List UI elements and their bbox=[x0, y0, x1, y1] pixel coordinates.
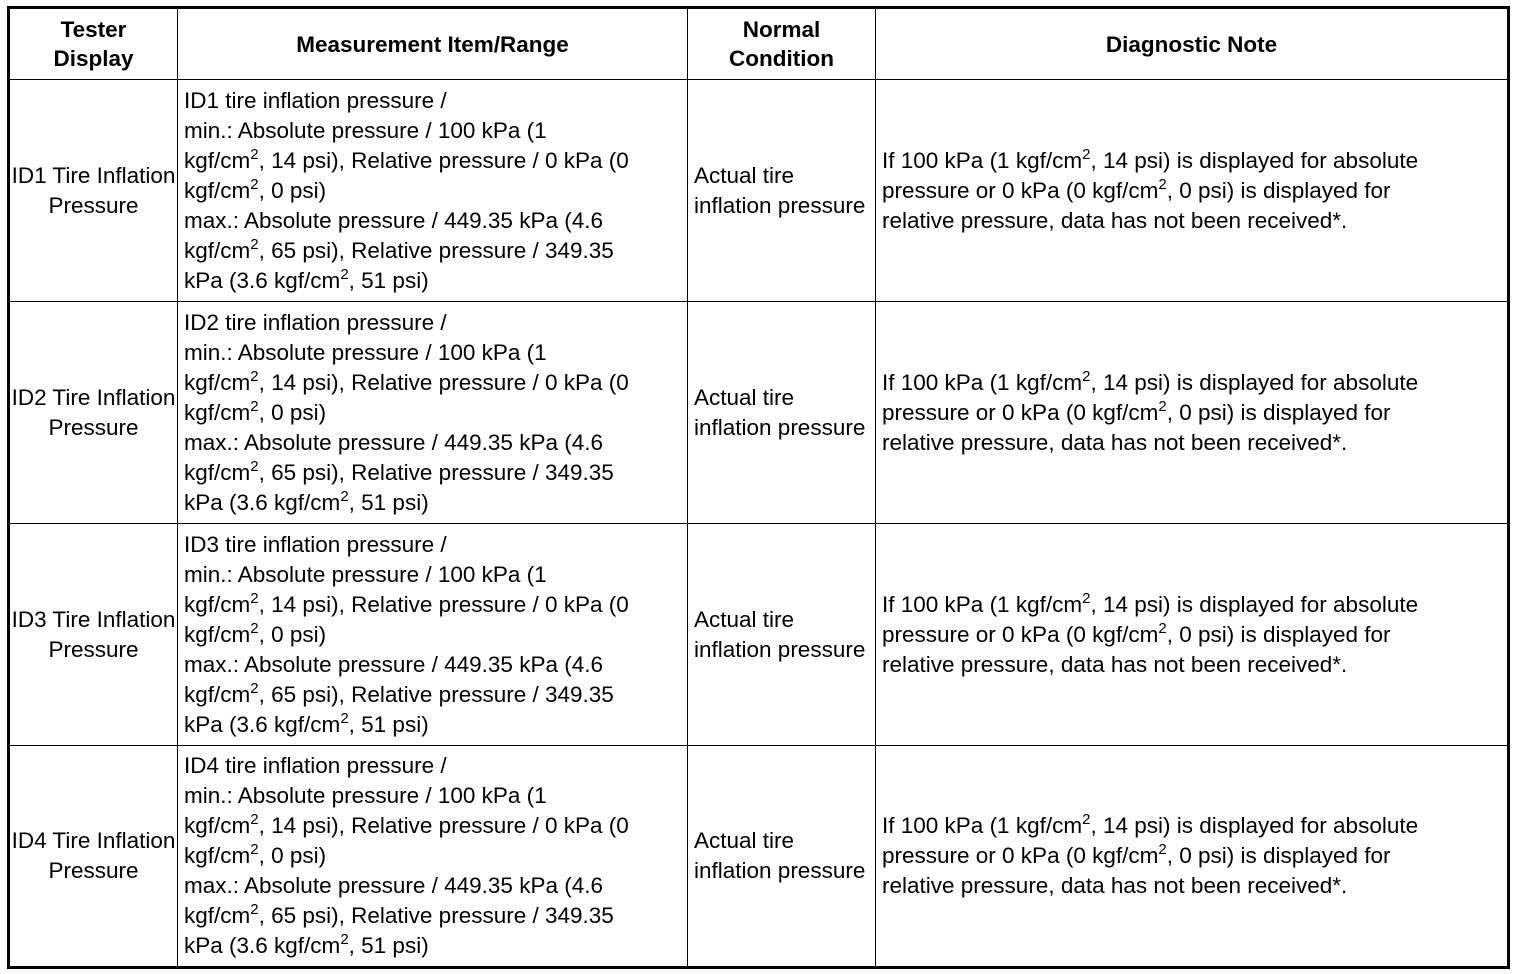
normal-condition-cell bbox=[688, 80, 876, 302]
data-list-table bbox=[7, 6, 1510, 969]
tester-display-cell bbox=[9, 524, 178, 746]
table-body bbox=[9, 80, 1509, 968]
range-line: kPa (3.6 kgf/$cm^2$, 51 psi) bbox=[184, 487, 429, 515]
note-line: pressure or 0 kPa (0 kgf/$cm^2$, 0 psi) is displayed for bbox=[882, 841, 1391, 868]
diagnostic-note-cell bbox=[876, 746, 1509, 968]
tester-display-text: ID1 Tire Inflation Pressure bbox=[11, 162, 176, 218]
range-line: max.: Absolute pressure / 449.35 kPa (4.6 bbox=[184, 207, 603, 233]
normal-condition-cell bbox=[688, 302, 876, 524]
tester-display-cell bbox=[9, 80, 178, 302]
range-line: ID4 tire inflation pressure / bbox=[184, 753, 447, 778]
header-tester-display: Tester Display bbox=[9, 8, 178, 80]
diagnostic-note-cell bbox=[876, 80, 1509, 302]
range-line: max.: Absolute pressure / 449.35 kPa (4.6 bbox=[184, 429, 603, 455]
table-row bbox=[9, 302, 1509, 524]
range-line: kgf/$cm^2$, 14 psi), Relative pressure / 0 kPa (0 bbox=[184, 367, 629, 395]
note-line: If 100 kPa (1 kgf/$cm^2$, 14 psi) is displayed for absolute bbox=[882, 589, 1419, 617]
range-line: min.: Absolute pressure / 100 kPa (1 bbox=[184, 339, 547, 365]
normal-condition-cell bbox=[688, 524, 876, 746]
note-line: relative pressure, data has not been received*. bbox=[882, 873, 1348, 898]
range-line: kgf/$cm^2$, 0 psi) bbox=[184, 175, 327, 203]
measurement-range-cell bbox=[178, 302, 688, 524]
tester-display-cell bbox=[9, 746, 178, 968]
header-measurement-item-range: Measurement Item/Range bbox=[178, 8, 688, 80]
header-diagnostic-note: Diagnostic Note bbox=[876, 8, 1509, 80]
table-header bbox=[9, 8, 1509, 80]
range-line: min.: Absolute pressure / 100 kPa (1 bbox=[184, 561, 547, 587]
range-line: kgf/$cm^2$, 65 psi), Relative pressure / 349.35 bbox=[184, 235, 614, 263]
table-row bbox=[9, 524, 1509, 746]
table-row bbox=[9, 746, 1509, 968]
range-line: kgf/$cm^2$, 0 psi) bbox=[184, 619, 327, 647]
range-line: max.: Absolute pressure / 449.35 kPa (4.6 bbox=[184, 873, 603, 898]
tester-display-cell bbox=[9, 302, 178, 524]
range-line: ID2 tire inflation pressure / bbox=[184, 309, 447, 335]
measurement-range-cell bbox=[178, 524, 688, 746]
tester-display-text: ID4 Tire Inflation Pressure bbox=[11, 828, 176, 883]
range-line: kPa (3.6 kgf/$cm^2$, 51 psi) bbox=[184, 931, 429, 958]
note-line: pressure or 0 kPa (0 kgf/$cm^2$, 0 psi) is displayed for bbox=[882, 175, 1391, 203]
normal-condition-text: Actual tire inflation pressure bbox=[694, 828, 866, 883]
range-line: kPa (3.6 kgf/$cm^2$, 51 psi) bbox=[184, 265, 429, 293]
range-line: kgf/$cm^2$, 0 psi) bbox=[184, 397, 327, 425]
range-line: min.: Absolute pressure / 100 kPa (1 bbox=[184, 783, 547, 808]
range-line: kgf/$cm^2$, 65 psi), Relative pressure / 349.35 bbox=[184, 679, 614, 707]
note-line: If 100 kPa (1 kgf/$cm^2$, 14 psi) is displayed for absolute bbox=[882, 367, 1419, 395]
range-line: ID3 tire inflation pressure / bbox=[184, 531, 447, 557]
measurement-range-cell bbox=[178, 746, 688, 968]
range-line: kgf/$cm^2$, 0 psi) bbox=[184, 841, 327, 868]
diagnostic-note-cell bbox=[876, 302, 1509, 524]
range-line: min.: Absolute pressure / 100 kPa (1 bbox=[184, 117, 547, 143]
header-normal-condition: Normal Condition bbox=[688, 8, 876, 80]
range-line: kgf/$cm^2$, 65 psi), Relative pressure / 349.35 bbox=[184, 901, 614, 928]
range-line: kgf/$cm^2$, 65 psi), Relative pressure / 349.35 bbox=[184, 457, 614, 485]
note-line: relative pressure, data has not been received*. bbox=[882, 429, 1348, 455]
note-line: If 100 kPa (1 kgf/$cm^2$, 14 psi) is displayed for absolute bbox=[882, 145, 1419, 173]
range-line: kPa (3.6 kgf/$cm^2$, 51 psi) bbox=[184, 709, 429, 737]
range-line: kgf/$cm^2$, 14 psi), Relative pressure / 0 kPa (0 bbox=[184, 811, 629, 838]
note-line: pressure or 0 kPa (0 kgf/$cm^2$, 0 psi) is displayed for bbox=[882, 619, 1391, 647]
table-row bbox=[9, 80, 1509, 302]
note-line: pressure or 0 kPa (0 kgf/$cm^2$, 0 psi) is displayed for bbox=[882, 397, 1391, 425]
tester-display-text: ID2 Tire Inflation Pressure bbox=[11, 384, 176, 440]
diagnostic-note-cell bbox=[876, 524, 1509, 746]
measurement-range-cell bbox=[178, 80, 688, 302]
range-line: max.: Absolute pressure / 449.35 kPa (4.6 bbox=[184, 651, 603, 677]
range-line: kgf/$cm^2$, 14 psi), Relative pressure / 0 kPa (0 bbox=[184, 589, 629, 617]
tester-display-text: ID3 Tire Inflation Pressure bbox=[11, 606, 176, 662]
note-line: relative pressure, data has not been received*. bbox=[882, 207, 1348, 233]
normal-condition-cell bbox=[688, 746, 876, 968]
normal-condition-text: Actual tire inflation pressure bbox=[694, 162, 866, 218]
normal-condition-text: Actual tire inflation pressure bbox=[694, 606, 866, 662]
header-row bbox=[9, 8, 1509, 80]
range-line: ID1 tire inflation pressure / bbox=[184, 87, 447, 113]
note-line: relative pressure, data has not been received*. bbox=[882, 651, 1348, 677]
range-line: kgf/$cm^2$, 14 psi), Relative pressure / 0 kPa (0 bbox=[184, 145, 629, 173]
normal-condition-text: Actual tire inflation pressure bbox=[694, 384, 866, 440]
note-line: If 100 kPa (1 kgf/$cm^2$, 14 psi) is displayed for absolute bbox=[882, 811, 1419, 838]
